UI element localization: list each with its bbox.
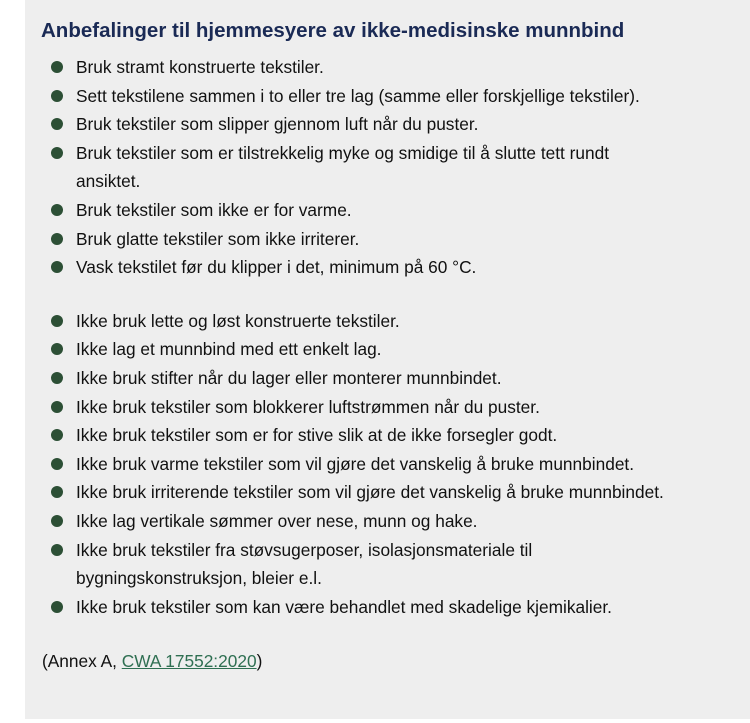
list-item bbox=[41, 507, 750, 536]
list-item-text: Bruk glatte tekstiler som ikke irriterer. bbox=[76, 228, 360, 249]
list-item bbox=[41, 536, 750, 593]
list-item-text: Ikke bruk irriterende tekstiler som vil gjøre det vanskelig å bruke munnbindet. bbox=[76, 482, 664, 503]
list-item-text: Ikke bruk tekstiler som blokkerer luftstrømmen når du puster. bbox=[76, 396, 540, 417]
list-item bbox=[41, 110, 750, 139]
bullet-icon bbox=[51, 458, 63, 470]
list-item-text: Bruk tekstiler som er tilstrekkelig myke og smidige til å slutte tett rundt bbox=[76, 142, 610, 163]
list-item bbox=[41, 253, 750, 282]
dont-list bbox=[41, 307, 750, 622]
list-item-text: Vask tekstilet før du klipper i det, minimum på 60 °C. bbox=[76, 257, 477, 278]
bullet-icon bbox=[51, 233, 63, 245]
recommendations-panel bbox=[25, 0, 750, 719]
list-item bbox=[41, 82, 750, 111]
bullet-icon bbox=[51, 204, 63, 216]
bullet-icon bbox=[51, 486, 63, 498]
list-item bbox=[41, 478, 750, 507]
list-item bbox=[41, 53, 750, 82]
list-item-text: Bruk tekstiler som slipper gjennom luft når du puster. bbox=[76, 114, 479, 135]
bullet-icon bbox=[51, 118, 63, 130]
list-item-text-continued: bygningskonstruksjon, bleier e.l. bbox=[76, 568, 322, 589]
bullet-icon bbox=[51, 261, 63, 273]
list-item bbox=[41, 307, 750, 336]
bullet-icon bbox=[51, 372, 63, 384]
bullet-icon bbox=[51, 90, 63, 102]
bullet-icon bbox=[51, 515, 63, 527]
list-separator bbox=[41, 282, 750, 307]
bullet-icon bbox=[51, 147, 63, 159]
list-item bbox=[41, 139, 750, 196]
bullet-icon bbox=[51, 544, 63, 556]
bullet-icon bbox=[51, 315, 63, 327]
list-item-text: Ikke bruk tekstiler fra støvsugerposer, isolasjonsmateriale til bbox=[76, 539, 533, 560]
list-item bbox=[41, 393, 750, 422]
bullet-icon bbox=[51, 401, 63, 413]
list-item-text: Ikke bruk lette og løst konstruerte tekstiler. bbox=[76, 310, 400, 331]
list-item-text: Ikke bruk varme tekstiler som vil gjøre det vanskelig å bruke munnbindet. bbox=[76, 453, 635, 474]
list-item bbox=[41, 335, 750, 364]
list-item bbox=[41, 421, 750, 450]
list-item-text: Ikke bruk tekstiler som er for stive slik at de ikke forsegler godt. bbox=[76, 425, 558, 446]
list-item-text: Sett tekstilene sammen i to eller tre lag (samme eller forskjellige tekstiler). bbox=[76, 85, 640, 106]
list-item bbox=[41, 196, 750, 225]
bullet-icon bbox=[51, 343, 63, 355]
list-item-text: Ikke bruk stifter når du lager eller monterer munnbindet. bbox=[76, 367, 502, 388]
source-citation bbox=[41, 648, 750, 674]
list-item-text: Bruk stramt konstruerte tekstiler. bbox=[76, 57, 324, 77]
source-suffix: ) bbox=[256, 651, 263, 672]
bullet-icon bbox=[51, 601, 63, 613]
do-list bbox=[41, 53, 750, 282]
source-prefix: (Annex A, bbox=[42, 651, 122, 672]
list-item-text: Bruk tekstiler som ikke er for varme. bbox=[76, 199, 352, 220]
list-item bbox=[41, 364, 750, 393]
list-item-text-continued: ansiktet. bbox=[76, 171, 141, 192]
list-item bbox=[41, 593, 750, 622]
panel-title: Anbefalinger til hjemmesyere av ikke-medisinske munnbind bbox=[41, 19, 625, 42]
list-item-text: Ikke lag et munnbind med ett enkelt lag. bbox=[76, 339, 382, 360]
list-item bbox=[41, 450, 750, 479]
bullet-icon bbox=[51, 429, 63, 441]
list-item-text: Ikke bruk tekstiler som kan være behandlet med skadelige kjemikalier. bbox=[76, 596, 612, 617]
list-item bbox=[41, 225, 750, 254]
bullet-icon bbox=[51, 61, 63, 73]
list-item-text: Ikke lag vertikale sømmer over nese, munn og hake. bbox=[76, 510, 478, 531]
cwa-standard-link[interactable]: CWA 17552:2020 bbox=[121, 651, 257, 672]
